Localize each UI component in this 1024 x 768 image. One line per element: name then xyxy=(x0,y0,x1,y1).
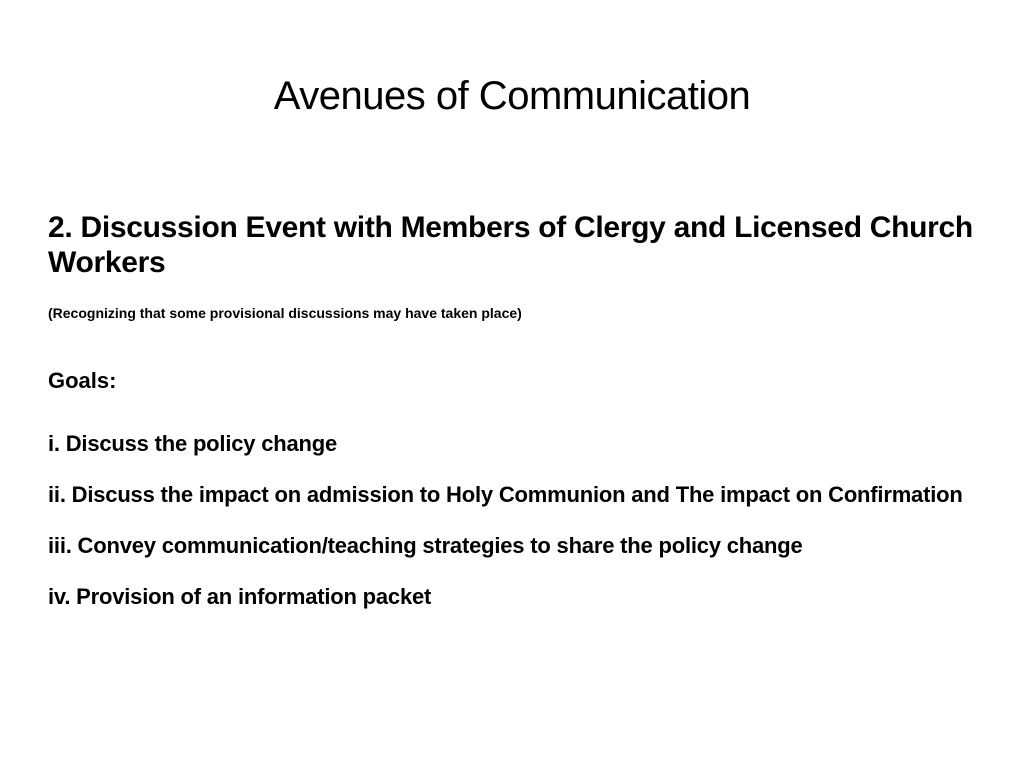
slide-title: Avenues of Communication xyxy=(273,74,751,118)
goal-item: iii. Convey communication/teaching strategies to share the policy change xyxy=(48,533,803,558)
section-heading: 2. Discussion Event with Members of Clergy and Licensed Church Workers xyxy=(48,211,973,279)
goal-item: i. Discuss the policy change xyxy=(48,431,338,456)
goal-item: iv. Provision of an information packet xyxy=(48,584,432,609)
goal-item: ii. Discuss the impact on admission to Holy Communion and The impact on Confirmation xyxy=(48,482,963,507)
goals-label: Goals: xyxy=(48,368,117,393)
slide-content xyxy=(48,210,988,636)
goal-list xyxy=(48,432,988,609)
section-note: (Recognizing that some provisional discussions may have taken place) xyxy=(48,305,522,321)
